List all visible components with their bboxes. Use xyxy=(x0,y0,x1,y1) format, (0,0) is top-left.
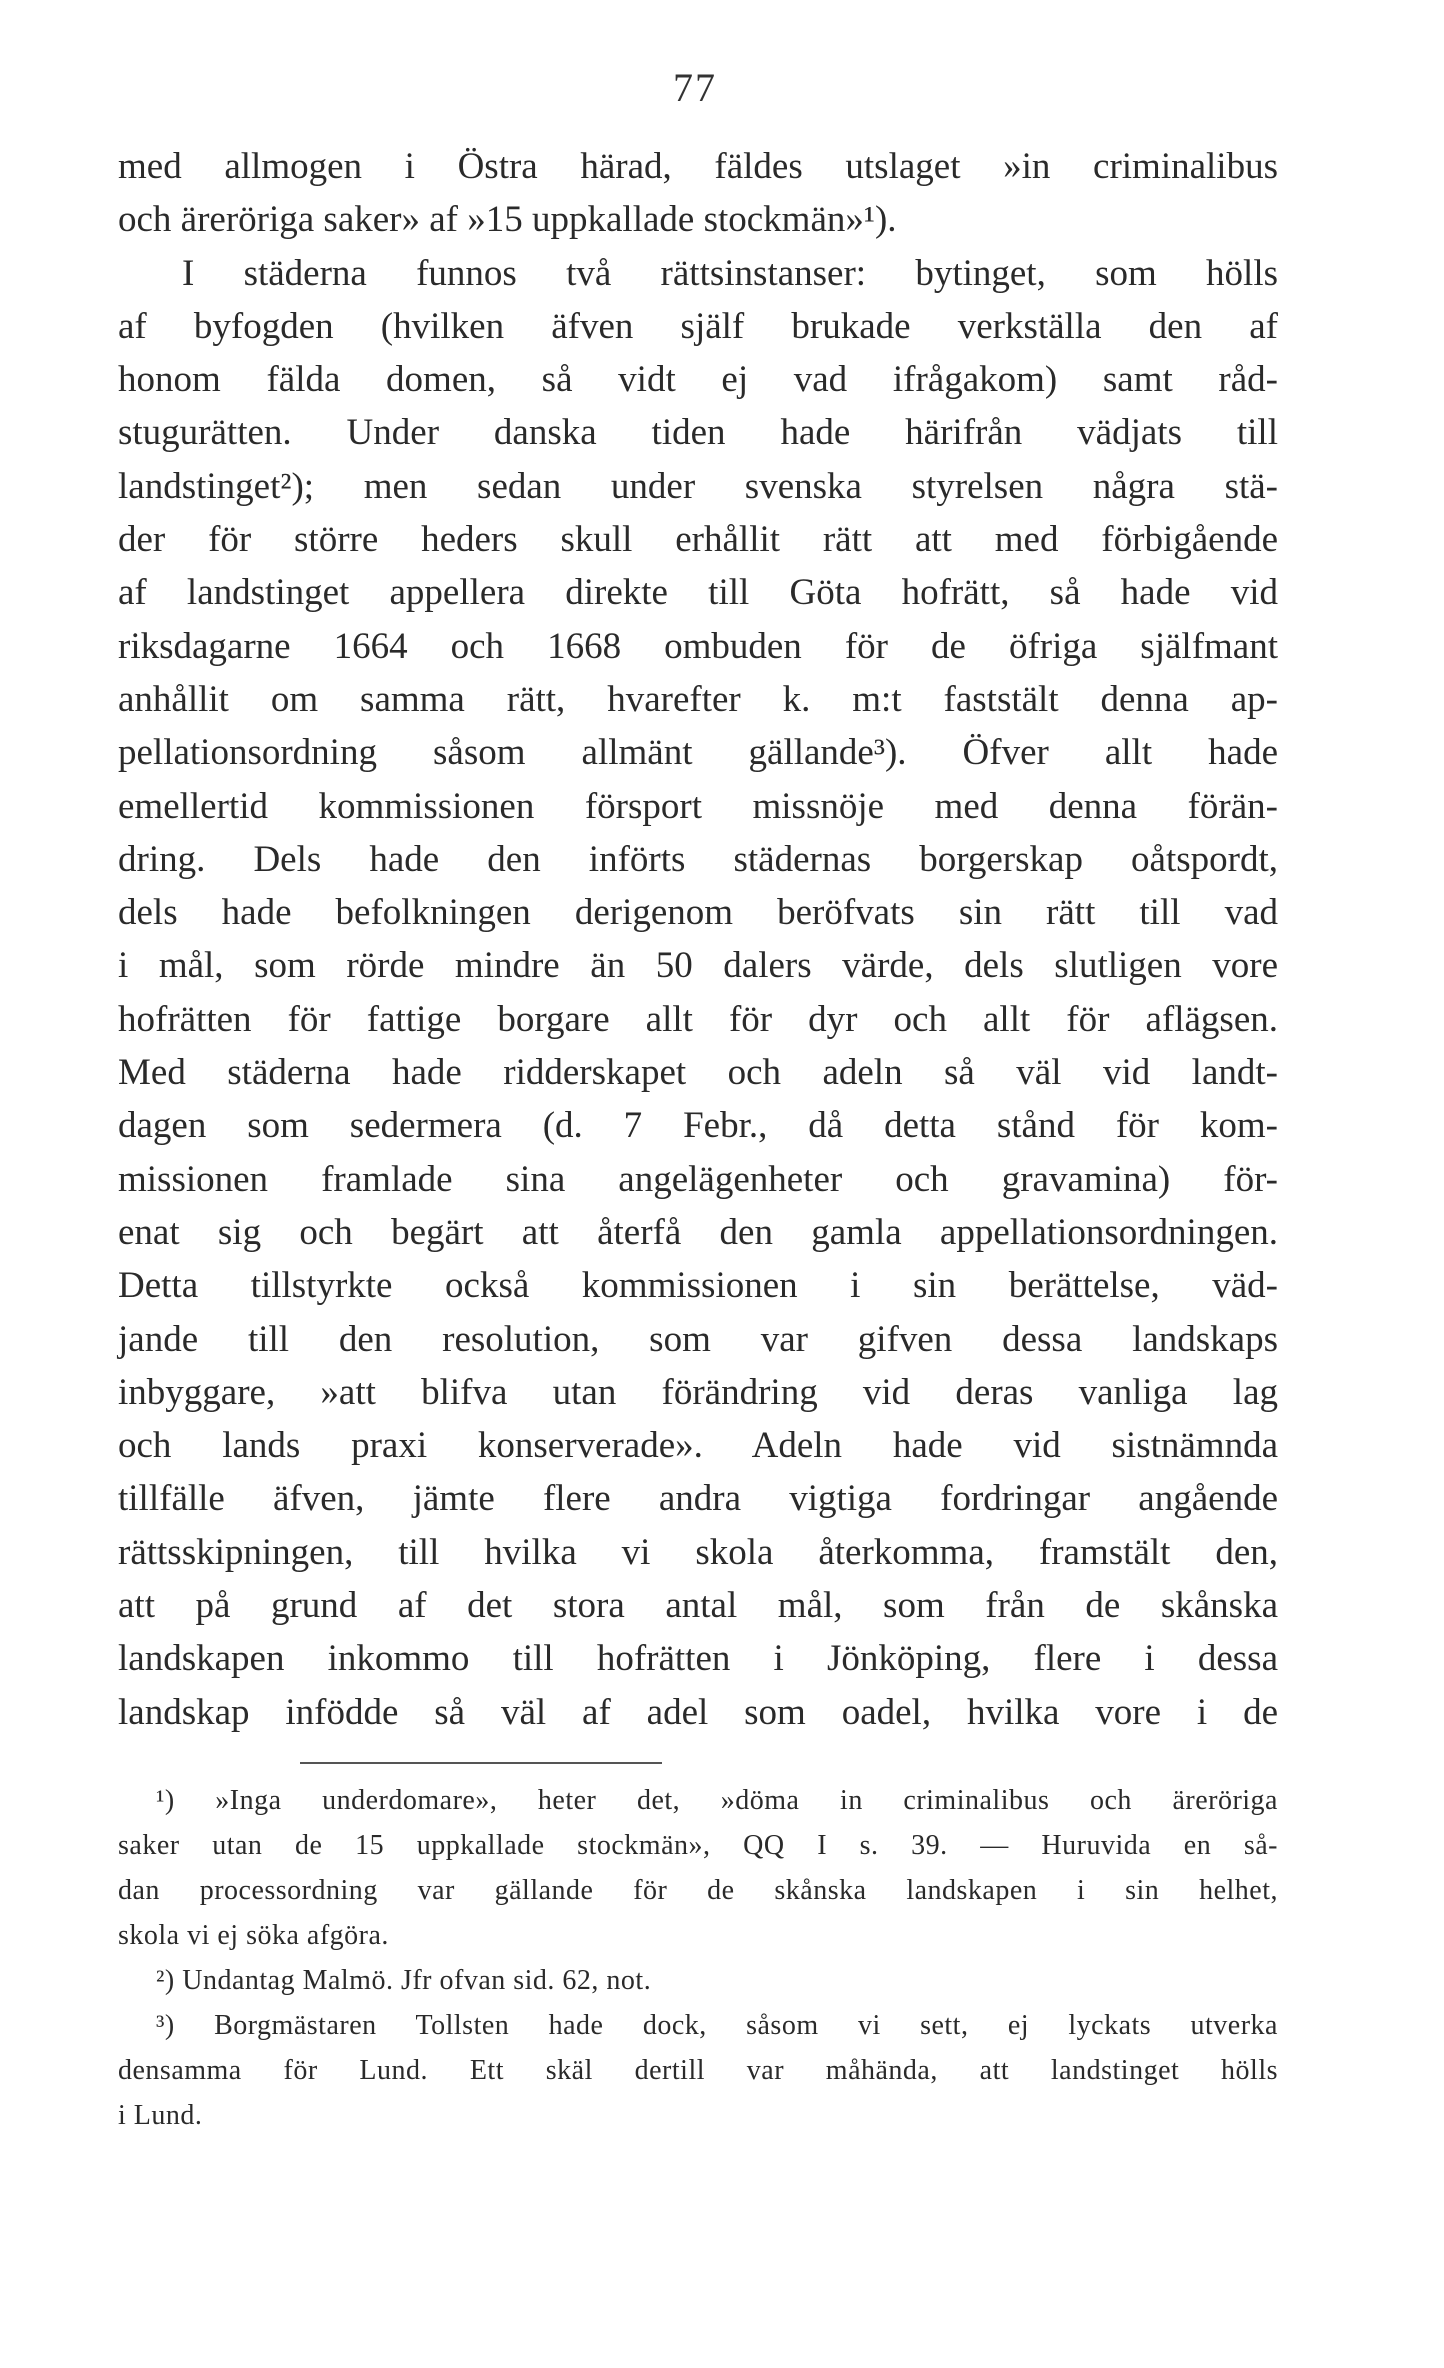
footnote-line: densamma för Lund. Ett skäl dertill var måhända, att landstinget hölls xyxy=(118,2055,1278,2086)
body-line: dagen som sedermera (d. 7 Febr., då detta stånd för kom- xyxy=(118,1105,1278,1147)
footnote-divider xyxy=(300,1762,662,1764)
body-line: Detta tillstyrkte också kommissionen i sin berättelse, väd- xyxy=(118,1265,1278,1307)
body-line: inbyggare, »att blifva utan förändring vid deras vanliga lag xyxy=(118,1371,1278,1413)
body-line: emellertid kommissionen försport missnöje med denna förän- xyxy=(118,785,1278,827)
footnote-line: ¹) »Inga underdomare», heter det, »döma in criminalibus och ärerörigа xyxy=(156,1785,1278,1816)
body-line: landskap infödde så väl af adel som oadel, hvilka vore i de xyxy=(118,1691,1278,1733)
body-line: och ärerörigа saker» af »15 uppkallade stockmän»¹). xyxy=(118,199,897,241)
body-line: af landstinget appellera direkte till Göta hofrätt, så hade vid xyxy=(118,572,1278,614)
footnotes xyxy=(118,1778,1278,2138)
footnote-line: dan processordning var gällande för de skånska landskapen i sin helhet, xyxy=(118,1875,1278,1906)
body-line: enat sig och begärt att återfå den gamla appellationsordningen. xyxy=(118,1211,1278,1253)
body-line: och lands praxi konserverade». Adeln hade vid sistnämnda xyxy=(118,1425,1278,1467)
body-line: att på grund af det stora antal mål, som från de skånska xyxy=(118,1585,1278,1627)
body-line: Med städerna hade ridderskapet och adeln så väl vid landt- xyxy=(118,1052,1278,1094)
body-line: honom fälda domen, så vidt ej vad ifrågakom) samt råd- xyxy=(118,359,1278,401)
body-text xyxy=(118,140,1278,1739)
body-line: i mål, som rörde mindre än 50 dalers värde, dels slutligen vore xyxy=(118,945,1278,987)
body-line: rättsskipningen, till hvilka vi skola återkomma, framstält den, xyxy=(118,1531,1278,1573)
body-line: landstinget²); men sedan under svenska styrelsen några stä- xyxy=(118,465,1278,507)
footnote-line: skola vi ej söka afgöra. xyxy=(118,1920,389,1951)
body-line: anhållit om samma rätt, hvarefter k. m:t faststält denna ap- xyxy=(118,678,1278,720)
body-line: landskapen inkommo till hofrätten i Jönköping, flere i dessa xyxy=(118,1638,1278,1680)
footnote-3 xyxy=(118,2003,1278,2138)
body-line: stugurätten. Under danska tiden hade härifrån vädjats till xyxy=(118,412,1278,454)
body-line: tillfälle äfven, jämte flere andra vigtiga fordringar angående xyxy=(118,1478,1278,1520)
body-line: dels hade befolkningen derigenom beröfvats sin rätt till vad xyxy=(118,892,1278,934)
body-line: der för större heders skull erhållit rätt att med förbigående xyxy=(118,519,1278,561)
footnote-line: saker utan de 15 uppkallade stockmän», QQ I s. 39. — Huruvida en så- xyxy=(118,1830,1278,1861)
body-line: jande till den resolution, som var gifven dessa landskaps xyxy=(118,1318,1278,1360)
body-line: med allmogen i Östra härad, fäldes utslaget »in criminalibus xyxy=(118,146,1278,187)
footnote-line: ³) Borgmästaren Tollsten hade dock, såsom vi sett, ej lyckats utverka xyxy=(156,2010,1278,2041)
body-line: dring. Dels hade den införts städernas borgerskap oåtspordt, xyxy=(118,838,1278,880)
footnote-1 xyxy=(118,1778,1278,1958)
page-number: 77 xyxy=(673,65,717,110)
body-line: I städerna funnos två rättsinstanser: bytinget, som hölls xyxy=(182,252,1278,294)
body-line: riksdagarne 1664 och 1668 ombuden för de öfriga själfmant xyxy=(118,625,1278,667)
body-line: missionen framlade sina angelägenheter och gravamina) för- xyxy=(118,1158,1278,1200)
body-line: hofrätten för fattige borgare allt för dyr och allt för aflägsen. xyxy=(118,998,1278,1040)
body-line: pellationsordning såsom allmänt gällande³). Öfver allt hade xyxy=(118,732,1278,774)
footnote-2 xyxy=(118,1958,1278,2003)
footnote-line: i Lund. xyxy=(118,2100,203,2131)
body-line: af byfogden (hvilken äfven själf brukade verkställa den af xyxy=(118,305,1278,347)
footnote-line: ²) Undantag Malmö. Jfr ofvan sid. 62, not. xyxy=(156,1965,652,1996)
